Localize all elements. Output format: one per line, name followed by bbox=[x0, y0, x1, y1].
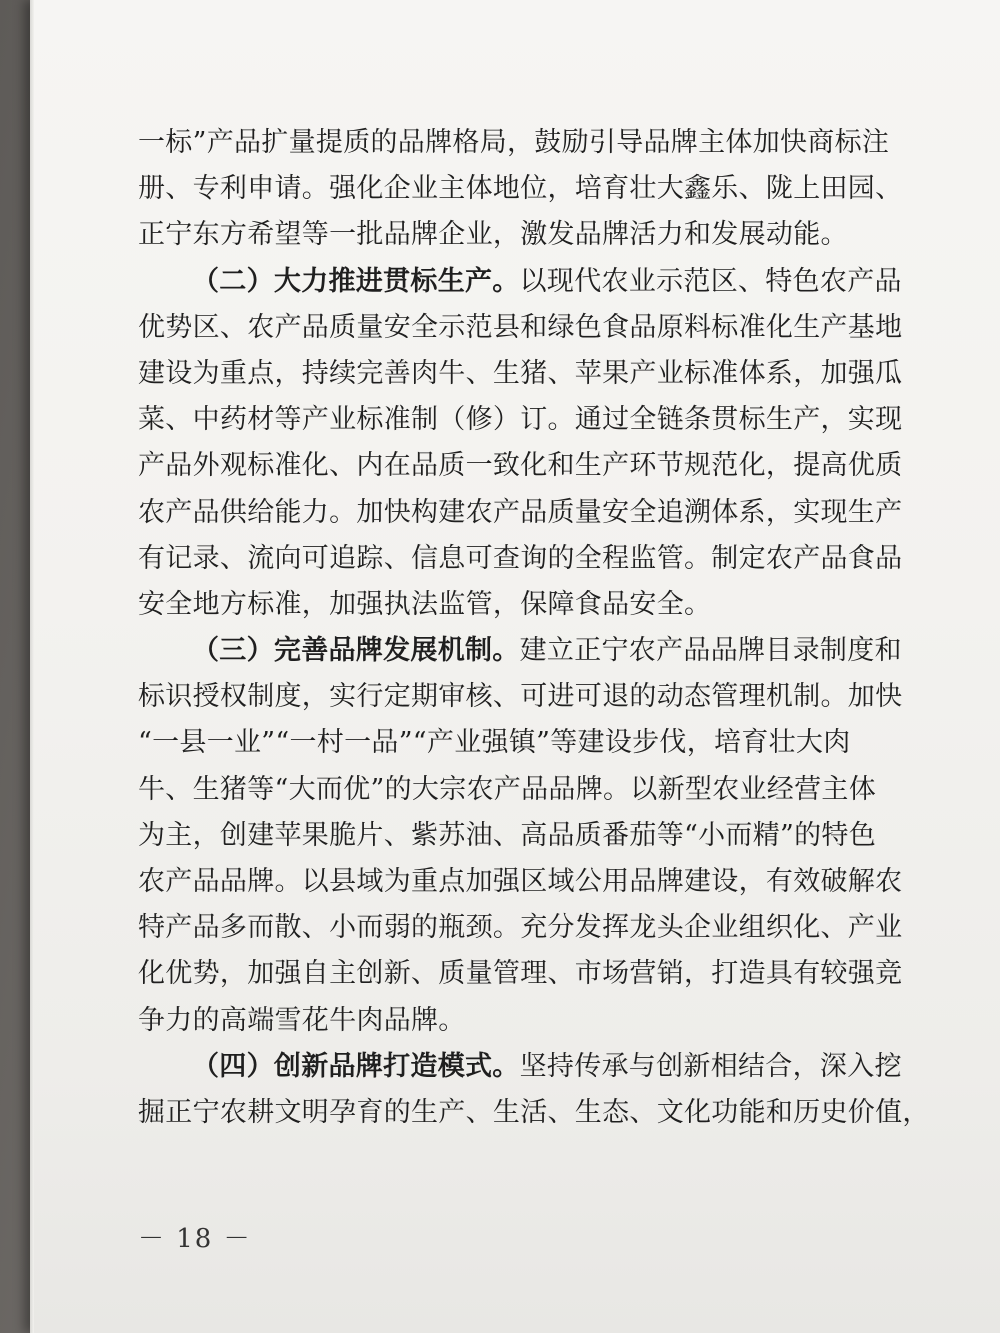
section-4-first-line-text: 坚持传承与创新相结合，深入挖 bbox=[519, 1050, 902, 1082]
text-line: 产品外观标准化、内在品质一致化和生产环节规范化，提高优质 bbox=[138, 450, 903, 482]
text-line: 化优势，加强自主创新、质量管理、市场营销，打造具有较强竞 bbox=[138, 958, 903, 990]
text-line: 争力的高端雪花牛肉品牌。 bbox=[138, 1004, 466, 1036]
text-line: “一县一业”“一村一品”“产业强镇”等建设步伐，培育壮大肉 bbox=[138, 727, 851, 759]
text-line: 册、专利申请。强化企业主体地位，培育壮大鑫乐、陇上田园、 bbox=[138, 173, 903, 205]
page-number: － 18 － bbox=[138, 1224, 252, 1254]
text-line: 优势区、农产品质量安全示范县和绿色食品原料标准化生产基地 bbox=[138, 311, 903, 343]
section-4-first-line bbox=[138, 1044, 908, 1090]
document-body bbox=[138, 120, 930, 1136]
text-line: 掘正宁农耕文明孕育的生产、生活、生态、文化功能和历史价值， bbox=[138, 1096, 930, 1128]
text-line: 特产品多而散、小而弱的瓶颈。充分发挥龙头企业组织化、产业 bbox=[138, 912, 903, 944]
text-line: 农产品供给能力。加快构建农产品质量安全追溯体系，实现生产 bbox=[138, 496, 903, 528]
text-line: 有记录、流向可追踪、信息可查询的全程监管。制定农产品食品 bbox=[138, 542, 903, 574]
text-line: 正宁东方希望等一批品牌企业，激发品牌活力和发展动能。 bbox=[138, 219, 848, 251]
paper-edge bbox=[30, 0, 34, 1333]
section-3-first-line bbox=[138, 628, 908, 674]
text-line: 标识授权制度，实行定期审核、可进可退的动态管理机制。加快 bbox=[138, 681, 903, 713]
section-2-first-line-text: 以现代农业示范区、特色农产品 bbox=[519, 265, 902, 297]
text-line: 牛、生猪等“大而优”的大宗农产品品牌。以新型农业经营主体 bbox=[138, 773, 877, 805]
text-line: 菜、中药材等产业标准制（修）订。通过全链条贯标生产，实现 bbox=[138, 404, 903, 436]
section-4-heading: （四）创新品牌打造模式。 bbox=[192, 1050, 520, 1082]
section-2-heading: （二）大力推进贯标生产。 bbox=[192, 265, 520, 297]
text-line: 为主，创建苹果脆片、紫苏油、高品质番茄等“小而精”的特色 bbox=[138, 819, 877, 851]
text-line: 安全地方标准，加强执法监管，保障食品安全。 bbox=[138, 588, 712, 620]
text-line: 农产品品牌。以县域为重点加强区域公用品牌建设，有效破解农 bbox=[138, 866, 903, 897]
section-2-first-line bbox=[138, 259, 908, 305]
text-line: 一标”产品扩量提质的品牌格局，鼓励引导品牌主体加快商标注 bbox=[138, 127, 890, 158]
section-3-first-line-text: 建立正宁农产品品牌目录制度和 bbox=[519, 635, 902, 667]
section-3-heading: （三）完善品牌发展机制。 bbox=[192, 635, 520, 667]
text-line: 建设为重点，持续完善肉牛、生猪、苹果产业标准体系，加强瓜 bbox=[138, 357, 903, 389]
